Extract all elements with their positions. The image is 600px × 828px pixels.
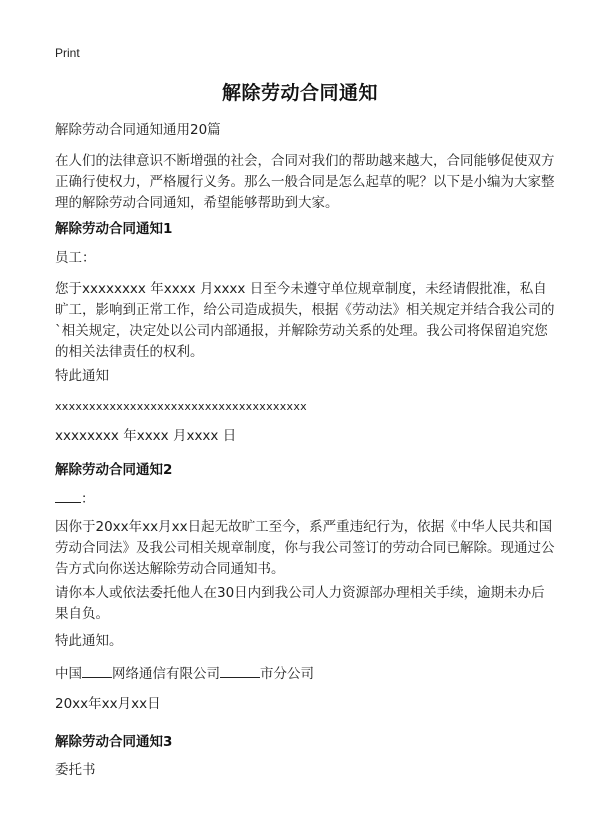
intro-paragraph: 在人们的法律意识不断增强的社会，合同对我们的帮助越来越大，合同能够促使双方正确行使权力，严格履行义务。那么一般合同是怎么起草的呢？以下是小编为大家整理的解除劳动合同通知，希望能够帮助到大家。 xyxy=(55,153,555,211)
company-blank-2 xyxy=(220,663,260,678)
section-2-date: 20xx年xx月xx日 xyxy=(55,696,161,712)
section-2-heading: 解除劳动合同通知2 xyxy=(55,462,173,478)
section-1-salutation: 员工： xyxy=(55,250,96,266)
section-3-heading: 解除劳动合同通知3 xyxy=(55,734,173,750)
company-middle: 网络通信有限公司 xyxy=(112,666,220,682)
section-1-body: 您于xxxxxxxx 年xxxx 月xxxx 日至今未遵守单位规章制度，未经请假批准，私自旷工，影响到正常工作，给公司造成损失，根据《劳动法》相关规定并结合我公司的`相关规定，决定处以公司内部通报，并解除劳动关系的处理。我公司将保留追究您的相关法律责任的权利。 xyxy=(55,281,555,360)
section-1-closing: 特此通知 xyxy=(55,368,109,384)
section-1-signature: xxxxxxxxxxxxxxxxxxxxxxxxxxxxxxxxxxxxx xyxy=(55,400,307,413)
document-subtitle: 解除劳动合同通知通用20篇 xyxy=(55,122,221,138)
section-2-salutation xyxy=(55,488,555,510)
recipient-blank xyxy=(55,488,81,503)
section-3-first-line: 委托书 xyxy=(55,762,96,778)
company-suffix: 市分公司 xyxy=(260,666,314,682)
page-title: 解除劳动合同通知 xyxy=(221,82,378,104)
salutation-colon: ： xyxy=(81,491,95,507)
print-link[interactable]: Print xyxy=(55,46,80,60)
section-2-body: 因你于20xx年xx月xx日起无故旷工至今，系严重违纪行为，依据《中华人民共和国劳动合同法》及我公司相关规章制度，你与我公司签订的劳动合同已解除。现通过公告方式向你送达解除劳动合同通知书。 xyxy=(55,519,555,577)
section-2-closing: 特此通知。 xyxy=(55,633,123,649)
section-1-date: xxxxxxxx 年xxxx 月xxxx 日 xyxy=(55,428,237,444)
company-prefix: 中国 xyxy=(55,666,82,682)
section-2-instruction: 请你本人或依法委托他人在30日内到我公司人力资源部办理相关手续，逾期未办后果自负。 xyxy=(55,585,545,622)
company-blank-1 xyxy=(82,663,112,678)
section-1-heading: 解除劳动合同通知1 xyxy=(55,221,173,237)
section-2-company-line xyxy=(55,663,555,685)
